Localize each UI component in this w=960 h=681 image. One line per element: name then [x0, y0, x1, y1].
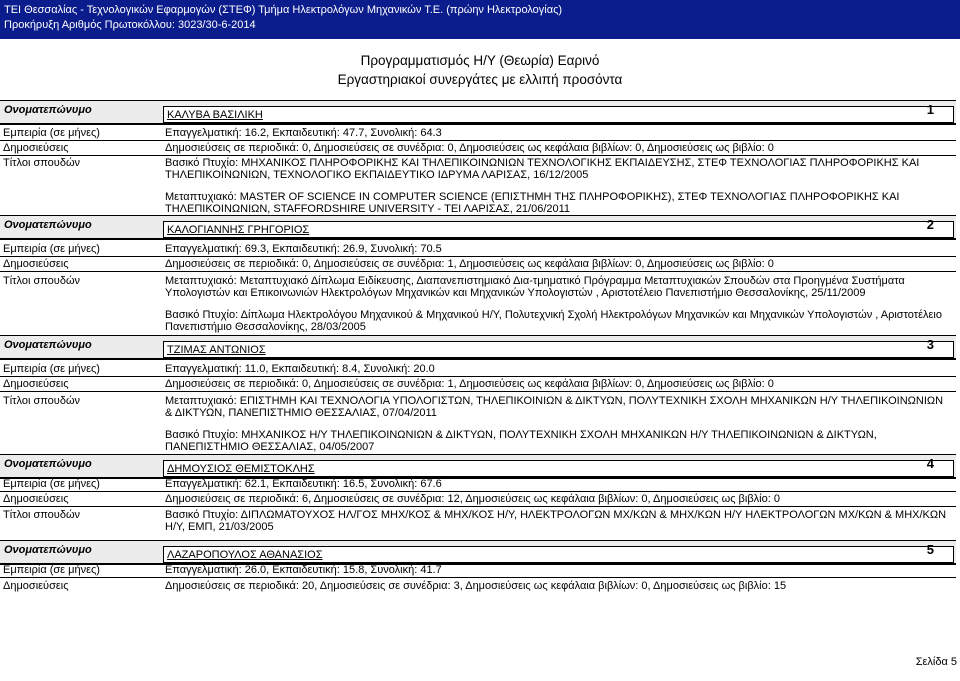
name-row — [0, 100, 956, 125]
name-box — [163, 546, 954, 563]
page-subtitle: Εργαστηριακοί συνεργάτες με ελλιπή προσόντα — [337, 72, 623, 87]
name-box — [163, 221, 954, 238]
experience-row — [0, 127, 956, 141]
candidate-name: ΚΑΛΟΓΙΑΝΝΗΣ ΓΡΗΓΟΡΙΟΣ — [167, 224, 310, 236]
name-row — [0, 335, 956, 360]
experience-row — [0, 564, 956, 578]
experience-row — [0, 363, 956, 377]
degree-item: Μεταπτυχιακό: MASTER OF SCIENCE IN COMPUTER SCIENCE (ΕΠΙΣΤΗΜΗ ΤΗΣ ΠΛΗΡΟΦΟΡΙΚΗΣ), ΣΤΕΦ ΤΕΧΝΟΛΟΓΙΑΣ ΠΛΗΡΟΦΟΡΙΚΗΣ ΚΑΙ ΤΗΛΕΠΙΚΟΙΝΩΝΙΩΝ, STAFFORDSHIRE UNIVERSITY - ΤΕΙ ΛΑΡΙΣΑΣ, 21/06/2011 — [165, 191, 900, 215]
experience-row — [0, 478, 956, 492]
publications-row — [0, 493, 956, 507]
publications-row — [0, 258, 956, 272]
publications-label: Δημοσιεύσεις — [3, 493, 69, 505]
experience-label: Εμπειρία (σε μήνες) — [3, 243, 100, 255]
experience-label: Εμπειρία (σε μήνες) — [3, 478, 100, 490]
page-number: Σελίδα 5 — [915, 656, 957, 668]
name-label: Ονοματεπώνυμο — [4, 544, 92, 556]
experience-row — [0, 243, 956, 257]
document-header — [0, 0, 960, 39]
degrees-value — [165, 275, 953, 333]
degree-item: Μεταπτυχιακό: ΕΠΙΣΤΗΜΗ ΚΑΙ ΤΕΧΝΟΛΟΓΙΑ ΥΠΟΛΟΓΙΣΤΩΝ, ΤΗΛΕΠΙΚΟΙΝΙΩΝ & ΔΙΚΤΥΩΝ, ΠΟΛΥΤΕΧΝΙΚΗ ΣΧΟΛΗ ΜΗΧΑΝΙΚΩΝ Η/Υ ΤΗΛΕΠΙΚΟΙΝΩΝΙΩΝ & ΔΙΚΤΥΩΝ, ΠΑΝΕΠΙΣΤΗΜΙΟ ΘΕΣΣΑΛΙΑΣ, 07/04/2011 — [165, 395, 944, 419]
experience-label: Εμπειρία (σε μήνες) — [3, 363, 100, 375]
degree-item: Βασικό Πτυχίο: ΜΗΧΑΝΙΚΟΣ Η/Υ ΤΗΛΕΠΙΚΟΙΝΩΝΙΩΝ & ΔΙΚΤΥΩΝ, ΠΟΛΥΤΕΧΝΙΚΗ ΣΧΟΛΗ ΜΗΧΑΝΙΚΩΝ Η/Υ ΤΗΛΕΠΙΚΟΙΝΩΝΙΩΝ & ΔΙΚΤΥΩΝ, ΠΑΝΕΠΙΣΤΗΜΙΟ ΘΕΣΣΑΛΙΑΣ, 04/05/2007 — [165, 429, 877, 453]
publications-row — [0, 378, 956, 392]
publications-row — [0, 142, 956, 156]
name-row — [0, 540, 956, 565]
publications-value: Δημοσιεύσεις σε περιοδικά: 6, Δημοσιεύσεις σε συνέδρια: 12, Δημοσιεύσεις ως κεφάλαια βιβλίων: 0, Δημοσιεύσεις ως βιβλίο: 0 — [165, 493, 780, 505]
publications-label: Δημοσιεύσεις — [3, 378, 69, 390]
candidate-number: 3 — [926, 337, 934, 352]
publications-value: Δημοσιεύσεις σε περιοδικά: 0, Δημοσιεύσεις σε συνέδρια: 1, Δημοσιεύσεις ως κεφάλαια βιβλίων: 0, Δημοσιεύσεις ως βιβλίο: 0 — [165, 378, 774, 390]
name-label: Ονοματεπώνυμο — [4, 219, 92, 231]
degrees-label: Τίτλοι σπουδών — [3, 157, 81, 169]
experience-label: Εμπειρία (σε μήνες) — [3, 127, 100, 139]
degree-item: Βασικό Πτυχίο: Δίπλωμα Ηλεκτρολόγου Μηχανικού & Μηχανικού Η/Υ, Πολυτεχνική Σχολή Ηλεκτρολόγων Μηχανικών και Μηχανικών Υπολογιστών , Αριστοτέλειο Πανεπιστήμιο Θεσσαλονίκης, 28/03/2005 — [165, 309, 942, 333]
name-box — [163, 341, 954, 358]
publications-value: Δημοσιεύσεις σε περιοδικά: 0, Δημοσιεύσεις σε συνέδρια: 0, Δημοσιεύσεις ως κεφάλαια βιβλίων: 0, Δημοσιεύσεις ως βιβλίο: 0 — [165, 142, 774, 154]
experience-value: Επαγγελματική: 11.0, Εκπαιδευτική: 8.4, Συνολική: 20.0 — [165, 363, 435, 375]
name-box — [163, 106, 954, 123]
header-announcement: Προκήρυξη Αριθμός Πρωτοκόλλου: 3023/30-6-2014 — [4, 19, 256, 31]
candidate-number: 1 — [926, 102, 934, 117]
candidate-name: ΔΗΜΟΥΣΙΟΣ ΘΕΜΙΣΤΟΚΛΗΣ — [167, 463, 315, 475]
degrees-label: Τίτλοι σπουδών — [3, 395, 81, 407]
degree-item: Βασικό Πτυχίο: ΔΙΠΛΩΜΑΤΟΥΧΟΣ ΗΛ/ΓΟΣ ΜΗΧ/ΚΟΣ & ΜΗΧ/ΚΟΣ Η/Υ, ΗΛΕΚΤΡΟΛΟΓΩΝ ΜΧ/ΚΩΝ & ΜΗΧ/ΚΩΝ Η/Υ ΗΛΕΚΤΡΟΛΟΓΩΝ ΜΧ/ΚΩΝ & ΜΗΧ/ΚΩΝ Η/Υ, ΕΜΠ, 21/03/2005 — [165, 509, 947, 533]
candidate-name: ΤΖΙΜΑΣ ΑΝΤΩΝΙΟΣ — [167, 344, 266, 356]
name-row — [0, 215, 956, 240]
candidate-name: ΛΑΖΑΡΟΠΟΥΛΟΣ ΑΘΑΝΑΣΙΟΣ — [167, 549, 323, 561]
publications-label: Δημοσιεύσεις — [3, 142, 69, 154]
candidate-number: 2 — [926, 217, 934, 232]
name-box — [163, 460, 954, 477]
degrees-label: Τίτλοι σπουδών — [3, 509, 81, 521]
publications-value: Δημοσιεύσεις σε περιοδικά: 0, Δημοσιεύσεις σε συνέδρια: 1, Δημοσιεύσεις ως κεφάλαια βιβλίων: 0, Δημοσιεύσεις ως βιβλίο: 0 — [165, 258, 774, 270]
degree-item: Μεταπτυχιακό: Μεταπτυχιακό Δίπλωμα Ειδίκευσης, Διαπανεπιστημιακό Δια-τμηματικό Πρόγραμμα Μεταπτυχιακών Σπουδών στα Προηγμένα Συστήματα Υπολογιστών και Επικοινωνιών Ηλεκτρολόγων Μηχανικών και Μηχανικών Υπολογιστών , Αριστοτέλειο Πανεπιστήμιο Θεσσαλονίκης, 25/11/2009 — [165, 275, 905, 299]
candidate-number: 5 — [926, 542, 934, 557]
name-label: Ονοματεπώνυμο — [4, 339, 92, 351]
name-row — [0, 454, 956, 479]
degrees-value — [165, 157, 953, 215]
experience-value: Επαγγελματική: 62.1, Εκπαιδευτική: 16.5, Συνολική: 67.6 — [165, 478, 442, 490]
experience-value: Επαγγελματική: 69.3, Εκπαιδευτική: 26.9, Συνολική: 70.5 — [165, 243, 442, 255]
experience-value: Επαγγελματική: 26.0, Εκπαιδευτική: 15.8, Συνολική: 41.7 — [165, 564, 442, 576]
degrees-value — [165, 509, 953, 533]
candidate-name: ΚΑΛΥΒΑ ΒΑΣΙΛΙΚΗ — [167, 109, 263, 121]
candidate-number: 4 — [926, 456, 934, 471]
publications-value: Δημοσιεύσεις σε περιοδικά: 20, Δημοσιεύσεις σε συνέδρια: 3, Δημοσιεύσεις ως κεφάλαια βιβλίων: 0, Δημοσιεύσεις ως βιβλίο: 15 — [165, 580, 787, 592]
degrees-label: Τίτλοι σπουδών — [3, 275, 81, 287]
header-institution: ΤΕΙ Θεσσαλίας - Τεχνολογικών Εφαρμογών (ΣΤΕΦ) Τμήμα Ηλεκτρολόγων Μηχανικών Τ.Ε. (πρώην Ηλεκτρολογίας) — [4, 4, 563, 16]
experience-value: Επαγγελματική: 16.2, Εκπαιδευτική: 47.7, Συνολική: 64.3 — [165, 127, 442, 139]
degree-item: Βασικό Πτυχίο: ΜΗΧΑΝΙΚΟΣ ΠΛΗΡΟΦΟΡΙΚΗΣ ΚΑΙ ΤΗΛΕΠΙΚΟΙΝΩΝΙΩΝ ΤΕΧΝΟΛΟΓΙΚΗΣ ΕΚΠΑΙΔΕΥΣΗΣ, ΣΤΕΦ ΤΕΧΝΟΛΟΓΙΑΣ ΠΛΗΡΟΦΟΡΙΚΗΣ ΚΑΙ ΤΗΛΕΠΙΚΟΙΝΩΝΙΩΝ, ΤΕΧΝΟΛΟΓΙΚΟ ΕΚΠΑΙΔΕΥΤΙΚΟ ΙΔΡΥΜΑ ΛΑΡΙΣΑΣ, 16/12/2005 — [165, 157, 920, 181]
name-label: Ονοματεπώνυμο — [4, 458, 92, 470]
page-title: Προγραμματισμός Η/Υ (Θεωρία) Εαρινό — [360, 53, 600, 68]
publications-label: Δημοσιεύσεις — [3, 258, 69, 270]
publications-row — [0, 580, 956, 593]
degrees-value — [165, 395, 953, 453]
publications-label: Δημοσιεύσεις — [3, 580, 69, 592]
name-label: Ονοματεπώνυμο — [4, 104, 92, 116]
experience-label: Εμπειρία (σε μήνες) — [3, 564, 100, 576]
